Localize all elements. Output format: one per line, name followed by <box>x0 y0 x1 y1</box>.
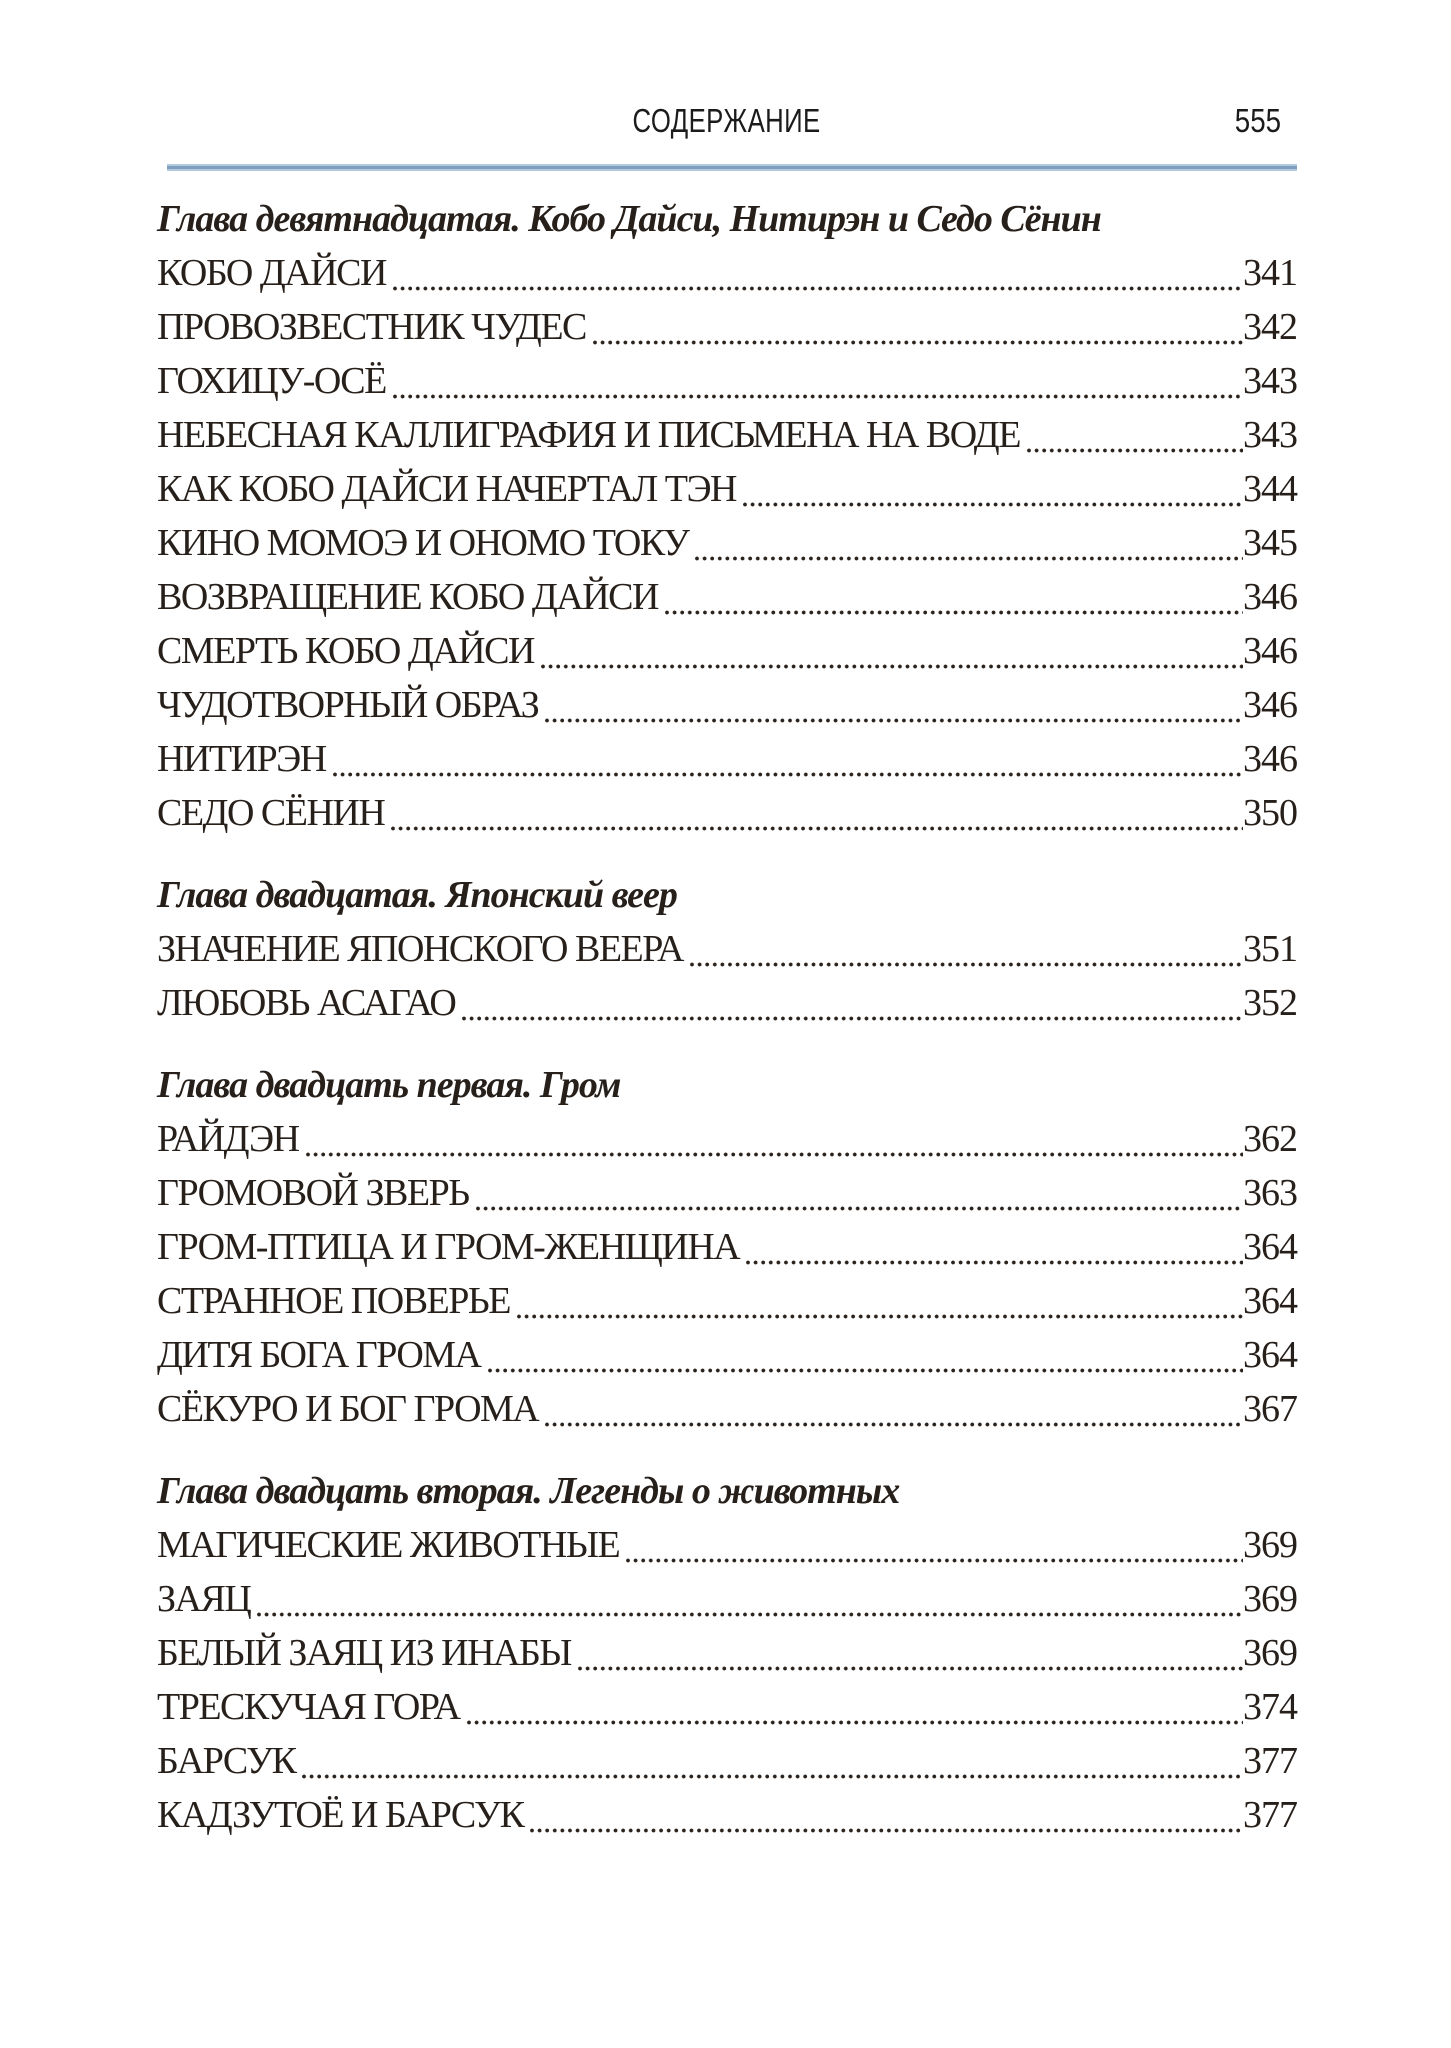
toc-entry-title: ЧУДОТВОРНЫЙ ОБРАЗ <box>157 684 539 726</box>
dot-leader <box>578 1666 1243 1671</box>
toc-entry-title: РАЙДЭН <box>157 1118 299 1160</box>
toc-entry-title: СЕДО СЁНИН <box>157 792 385 834</box>
page-title-text: СОДЕРЖАНИЕ <box>632 102 822 139</box>
toc-entry <box>157 570 1297 624</box>
toc-entry-title: БАРСУК <box>157 1740 296 1782</box>
toc-entry-page-number: 346 <box>1243 576 1297 618</box>
dot-leader <box>593 340 1243 345</box>
toc-section-4 <box>157 1464 1297 1842</box>
book-page <box>157 0 1297 1836</box>
toc-entry <box>157 1328 1297 1382</box>
toc-entry <box>157 1220 1297 1274</box>
toc-entry-title: СЁКУРО И БОГ ГРОМА <box>157 1388 539 1430</box>
chapter-heading: Глава девятнадцатая. Кобо Дайси, Нитирэн и Седо Сёнин <box>157 198 1101 240</box>
toc-entry <box>157 678 1297 732</box>
toc-section-1 <box>157 192 1297 840</box>
toc-entry-title: ГОХИЦУ-ОСЁ <box>157 360 386 402</box>
toc-entry-title: ПРОВОЗВЕСТНИК ЧУДЕС <box>157 306 586 348</box>
chapter-heading: Глава двадцатая. Японский веер <box>157 874 677 916</box>
toc-entry-page-number: 346 <box>1243 738 1297 780</box>
toc-entry-title: КАК КОБО ДАЙСИ НАЧЕРТАЛ ТЭН <box>157 468 736 510</box>
toc-entry <box>157 1572 1297 1626</box>
toc-entry-page-number: 346 <box>1243 684 1297 726</box>
toc-entry <box>157 1518 1297 1572</box>
dot-leader <box>665 610 1243 615</box>
toc-entry-page-number: 364 <box>1243 1226 1297 1268</box>
toc-entry-title: ЛЮБОВЬ АСАГАО <box>157 982 456 1024</box>
table-of-contents <box>157 192 1297 1842</box>
toc-entry-page-number: 342 <box>1243 306 1297 348</box>
dot-leader <box>333 772 1243 777</box>
toc-section-3 <box>157 1058 1297 1436</box>
toc-section-2 <box>157 868 1297 1030</box>
dot-leader <box>695 556 1243 561</box>
toc-entry <box>157 1734 1297 1788</box>
chapter-heading: Глава двадцать первая. Гром <box>157 1064 621 1106</box>
toc-entry <box>157 1274 1297 1328</box>
dot-leader <box>545 718 1243 723</box>
toc-entry <box>157 1112 1297 1166</box>
toc-entry-title: КОБО ДАЙСИ <box>157 252 386 294</box>
toc-entry <box>157 300 1297 354</box>
toc-entry-title: КАДЗУТОЁ И БАРСУК <box>157 1794 524 1836</box>
dot-leader <box>690 962 1243 967</box>
toc-entry-title: ГРОМ-ПТИЦА И ГРОМ-ЖЕНЩИНА <box>157 1226 740 1268</box>
toc-entry-title: НЕБЕСНАЯ КАЛЛИГРАФИЯ И ПИСЬМЕНА НА ВОДЕ <box>157 414 1020 456</box>
toc-entry-title: ЗАЯЦ <box>157 1578 251 1620</box>
dot-leader <box>488 1368 1244 1373</box>
dot-leader <box>530 1828 1243 1833</box>
toc-entry-page-number: 374 <box>1243 1686 1297 1728</box>
toc-entry <box>157 1788 1297 1842</box>
toc-entry-page-number: 345 <box>1243 522 1297 564</box>
toc-entry-title: СТРАННОЕ ПОВЕРЬЕ <box>157 1280 510 1322</box>
toc-entry-title: ДИТЯ БОГА ГРОМА <box>157 1334 481 1376</box>
page-title <box>157 104 1297 137</box>
toc-entry <box>157 976 1297 1030</box>
dot-leader <box>626 1558 1243 1563</box>
toc-entry <box>157 922 1297 976</box>
dot-leader <box>545 1422 1243 1427</box>
toc-entry <box>157 516 1297 570</box>
toc-entry-title: ГРОМОВОЙ ЗВЕРЬ <box>157 1172 469 1214</box>
toc-entry <box>157 732 1297 786</box>
toc-entry-page-number: 343 <box>1243 360 1297 402</box>
toc-entry-page-number: 344 <box>1243 468 1297 510</box>
chapter-heading: Глава двадцать вторая. Легенды о животных <box>157 1470 900 1512</box>
toc-entry <box>157 624 1297 678</box>
toc-entry-title: ЗНАЧЕНИЕ ЯПОНСКОГО ВЕЕРА <box>157 928 683 970</box>
toc-entry <box>157 462 1297 516</box>
toc-entry <box>157 408 1297 462</box>
toc-entry-title: ВОЗВРАЩЕНИЕ КОБО ДАЙСИ <box>157 576 658 618</box>
running-head <box>157 0 1297 142</box>
toc-entry <box>157 246 1297 300</box>
toc-entry <box>157 354 1297 408</box>
toc-entry-page-number: 341 <box>1243 252 1297 294</box>
dot-leader <box>302 1774 1243 1779</box>
toc-entry-title: КИНО МОМОЭ И ОНОМО ТОКУ <box>157 522 689 564</box>
toc-entry-page-number: 352 <box>1243 982 1297 1024</box>
toc-entry-page-number: 377 <box>1243 1794 1297 1836</box>
toc-entry-page-number: 367 <box>1243 1388 1297 1430</box>
dot-leader <box>517 1314 1243 1319</box>
header-rule <box>167 164 1297 171</box>
toc-entry-page-number: 362 <box>1243 1118 1297 1160</box>
folio-page-number-text: 555 <box>1234 102 1281 139</box>
toc-entry-title: МАГИЧЕСКИЕ ЖИВОТНЫЕ <box>157 1524 620 1566</box>
toc-entry-title: НИТИРЭН <box>157 738 326 780</box>
dot-leader <box>743 502 1243 507</box>
toc-entry-page-number: 351 <box>1243 928 1297 970</box>
dot-leader <box>476 1206 1243 1211</box>
dot-leader <box>462 1016 1243 1021</box>
toc-entry-title: СМЕРТЬ КОБО ДАЙСИ <box>157 630 534 672</box>
toc-entry-page-number: 369 <box>1243 1632 1297 1674</box>
dot-leader <box>467 1720 1243 1725</box>
dot-leader <box>393 394 1243 399</box>
dot-leader <box>257 1612 1243 1617</box>
toc-entry-title: ТРЕСКУЧАЯ ГОРА <box>157 1686 460 1728</box>
toc-entry-page-number: 369 <box>1243 1524 1297 1566</box>
dot-leader <box>1027 448 1243 453</box>
toc-entry-page-number: 364 <box>1243 1280 1297 1322</box>
dot-leader <box>541 664 1243 669</box>
toc-entry-page-number: 350 <box>1243 792 1297 834</box>
toc-entry <box>157 786 1297 840</box>
dot-leader <box>391 826 1243 831</box>
toc-entry <box>157 1166 1297 1220</box>
toc-entry-page-number: 346 <box>1243 630 1297 672</box>
toc-entry-page-number: 343 <box>1243 414 1297 456</box>
toc-entry <box>157 1680 1297 1734</box>
dot-leader <box>746 1260 1243 1265</box>
dot-leader <box>306 1152 1243 1157</box>
folio-page-number <box>1226 104 1281 137</box>
toc-entry-page-number: 369 <box>1243 1578 1297 1620</box>
dot-leader <box>393 286 1243 291</box>
toc-entry <box>157 1382 1297 1436</box>
toc-entry-page-number: 363 <box>1243 1172 1297 1214</box>
toc-entry-page-number: 364 <box>1243 1334 1297 1376</box>
toc-entry-title: БЕЛЫЙ ЗАЯЦ ИЗ ИНАБЫ <box>157 1632 571 1674</box>
toc-entry-page-number: 377 <box>1243 1740 1297 1782</box>
toc-entry <box>157 1626 1297 1680</box>
